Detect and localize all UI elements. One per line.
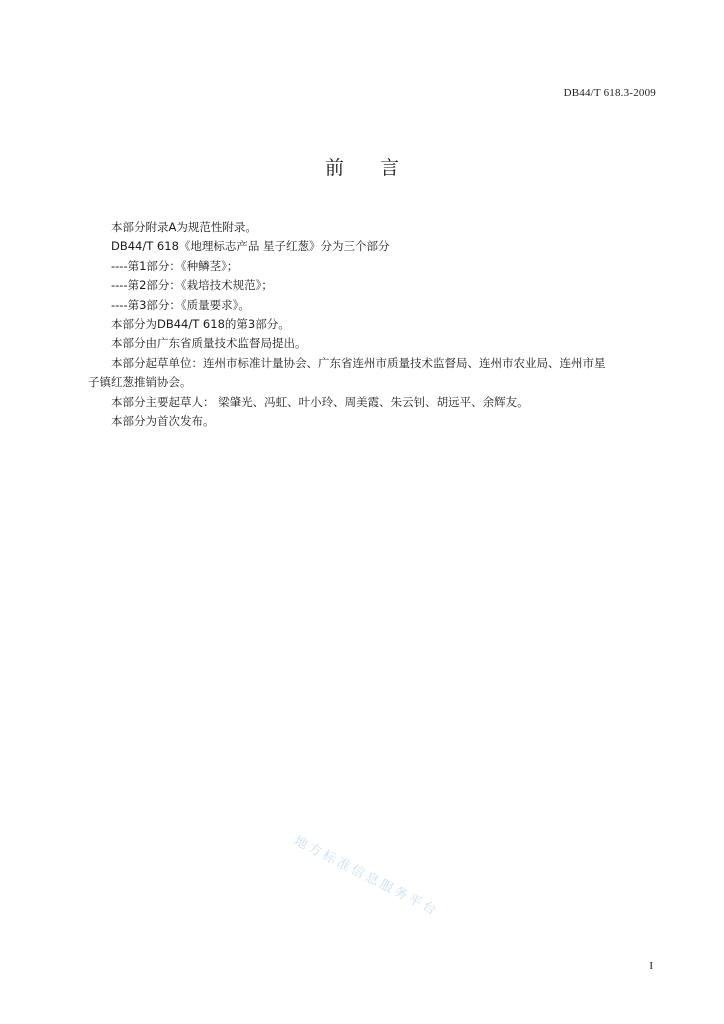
list-item-part-1: ----第1部分：《种鳞茎》；: [111, 258, 239, 273]
title-char-1: 前: [324, 157, 344, 179]
paragraph-this-part: 本部分为DB44/T 618的第3部分。: [111, 317, 290, 332]
watermark-text: 地方标准信息服务平台: [291, 833, 441, 920]
title-char-2: 言: [380, 157, 400, 179]
paragraph-appendix-note: 本部分附录A为规范性附录。: [111, 220, 257, 234]
paragraph-drafters: 本部分主要起草人： 梁肇光、冯虹、叶小玲、周美霞、朱云钊、胡远平、余辉友。: [111, 394, 529, 409]
page-number: I: [649, 960, 653, 972]
paragraph-standard-parts: DB44/T 618《地理标志产品 星子红葱》分为三个部分: [111, 239, 390, 254]
paragraph-drafting-units: 本部分起草单位：连州市标准计量协会、广东省连州市质量技术监督局、连州市农业局、连州市星: [111, 355, 606, 370]
foreword-body: [88, 218, 658, 431]
paragraph-drafting-units-cont: 子镇红葱推销协会。: [88, 375, 192, 390]
paragraph-first-release: 本部分为首次发布。: [111, 414, 215, 429]
list-item-part-3: ----第3部分：《质量要求》。: [111, 297, 250, 312]
list-item-part-2: ----第2部分：《栽培技术规范》；: [111, 278, 273, 293]
document-code: DB44/T 618.3-2009: [563, 87, 656, 99]
page-title: [0, 153, 724, 180]
paragraph-proposer: 本部分由广东省质量技术监督局提出。: [111, 336, 307, 351]
